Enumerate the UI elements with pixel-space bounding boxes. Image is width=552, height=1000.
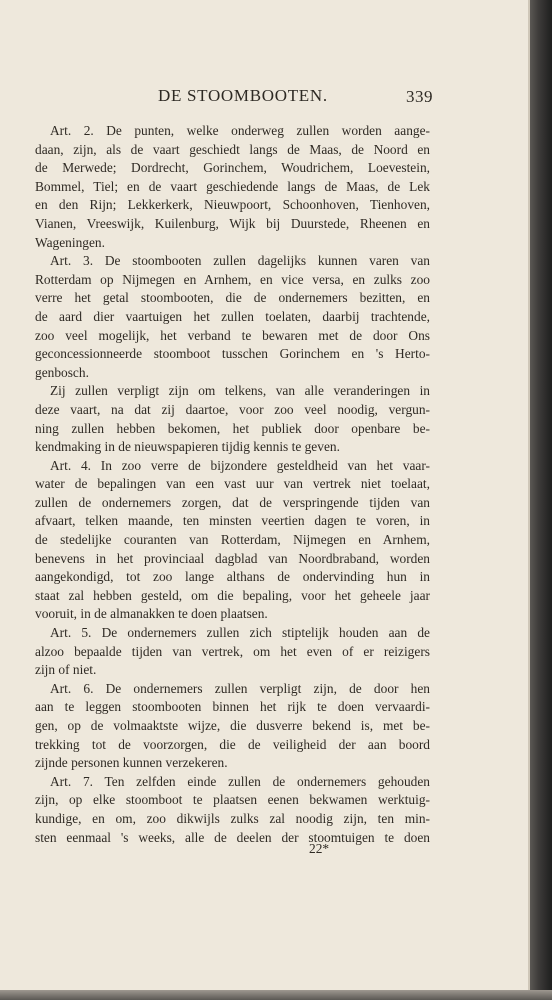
text-line: aangekondigd, tot zoo lange althans de ondervinding hun in — [35, 569, 430, 585]
text-line: de stedelijke couranten van Rotterdam, Nijmegen en Arnhem, — [35, 532, 430, 548]
text-line: sten eenmaal 's weeks, alle de deelen der stoomtuigen te doen — [35, 829, 430, 845]
text-line: en den Rijn; Lekkerkerk, Nieuwpoort, Schoonhoven, Tienhoven, — [35, 197, 430, 213]
text-line: staat zal hebben gesteld, om die bepaling, voor het geheele jaar — [35, 587, 430, 603]
text-line: afvaart, telken maande, ten minsten veertien dagen te voren, in — [35, 513, 430, 529]
text-line: Art. 7. Ten zelfden einde zullen de ondernemers gehouden — [50, 773, 430, 789]
text-line: aan te leggen stoombooten binnen het rijk te doen vervaardi- — [35, 699, 430, 715]
text-line: zijn of niet. — [35, 662, 97, 678]
text-line: Art. 2. De punten, welke onderweg zullen worden aange- — [50, 123, 430, 138]
text-line: Art. 3. De stoombooten zullen dagelijks kunnen varen van — [50, 253, 430, 269]
text-line: gen, op de volmaaktste wijze, die dusverre bekend is, met be- — [35, 718, 430, 733]
signature-mark: 22* — [309, 841, 330, 856]
text-line: benevens in het provinciaal dagblad van Noordbraband, worden — [35, 550, 430, 566]
text-line: kundige, en om, zoo dikwijls zulks zal noodig zijn, ten min- — [35, 810, 430, 826]
text-line: Bommel, Tiel; en de vaart geschiedende langs de Maas, de Lek — [35, 178, 430, 194]
text-line: zijnde personen kunnen verzekeren. — [35, 755, 228, 771]
text-line: zoo veel mogelijk, het verband te bewaren met de door Ons — [35, 327, 430, 343]
text-line: kendmaking in de nieuwspapieren tijdig kennis te geven. — [35, 439, 340, 455]
text-line: geconcessionneerde stoomboot tusschen Gorinchem en 's Herto- — [35, 346, 430, 362]
text-line: vooruit, in de almanakken te doen plaatsen. — [35, 606, 268, 622]
text-line: ning zullen hebben bekomen, het publiek door openbare be- — [35, 420, 430, 436]
text-line: zullen de ondernemers zorgen, dat de verspringende tijden van — [35, 494, 430, 510]
text-line: Wageningen. — [35, 234, 105, 250]
text-line: Art. 6. De ondernemers zullen verpligt zijn, de door hen — [50, 680, 430, 696]
text-line: de Merwede; Dordrecht, Gorinchem, Woudrichem, Loevestein, — [35, 160, 430, 176]
text-line: deze vaart, na dat zij daartoe, voor zoo veel noodig, vergun- — [35, 401, 430, 417]
text-line: Art. 5. De ondernemers zullen zich stiptelijk houden aan de — [50, 625, 430, 641]
book-edge-right — [530, 0, 552, 1000]
text-line: trekking tot de voorzorgen, die de veiligheid der aan boord — [35, 736, 430, 752]
text-line: daan, zijn, als de vaart geschiedt langs de Maas, de Noord en — [35, 141, 430, 157]
page-number: 339 — [406, 87, 433, 106]
book-edge-bottom — [0, 990, 552, 1000]
text-line: Art. 4. In zoo verre de bijzondere gesteldheid van het vaar- — [50, 457, 430, 473]
text-line: de aard dier vaartuigen het zullen toelaten, daarbij trachtende, — [35, 308, 430, 324]
text-line: Zij zullen verpligt zijn om telkens, van alle veranderingen in — [50, 383, 430, 399]
text-line: genbosch. — [35, 364, 89, 380]
text-line: verre het getal stoombooten, die de ondernemers bezitten, en — [35, 290, 430, 306]
text-line: Rotterdam op Nijmegen en Arnhem, en vice versa, en zulks zoo — [35, 271, 430, 287]
text-line: zijn, op elke stoomboot te plaatsen eenen bekwamen werktuig- — [35, 792, 430, 808]
page-header — [0, 86, 530, 110]
text-line: alzoo bepaalde tijden van vertrek, om het even of er reizigers — [35, 643, 430, 659]
running-title: DE STOOMBOOTEN. — [158, 86, 328, 105]
body-text — [35, 122, 430, 847]
text-line: water de bepalingen van een vast uur van vertrek niet toelaat, — [35, 476, 430, 492]
text-line: Vianen, Vreeswijk, Kuilenburg, Wijk bij Duurstede, Rheenen en — [35, 215, 430, 231]
